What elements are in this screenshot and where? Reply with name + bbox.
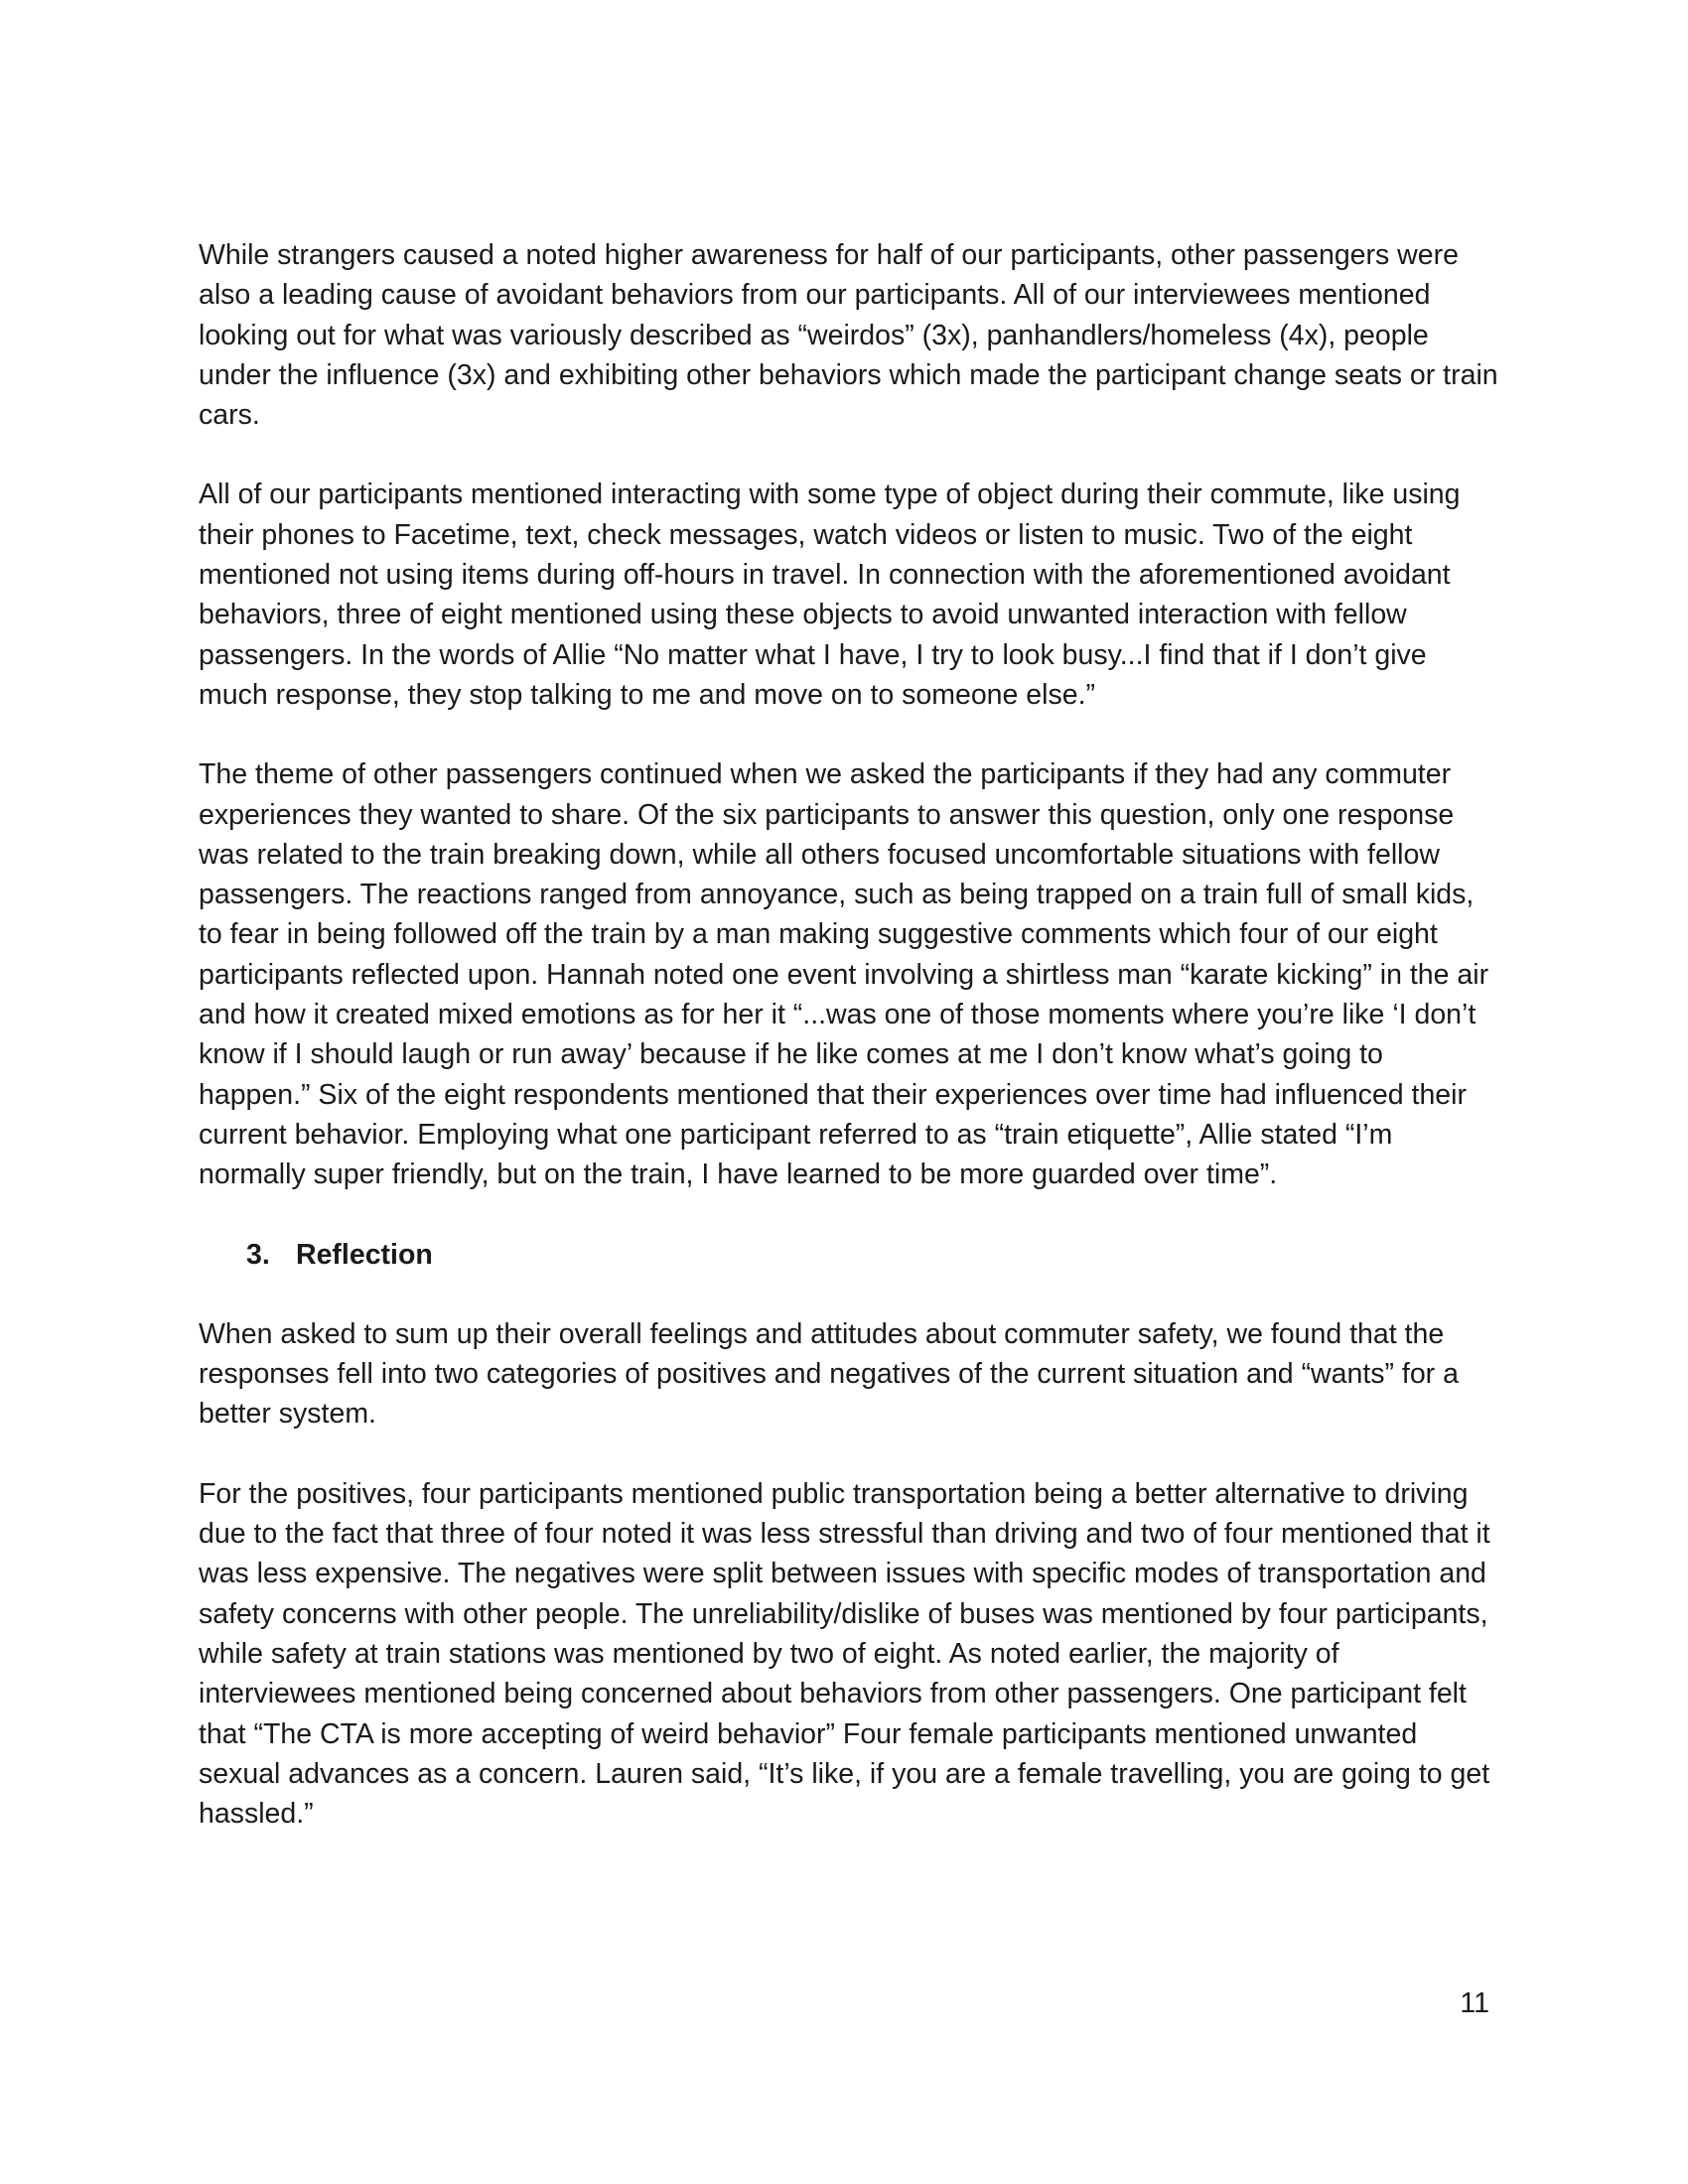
paragraph-overall-feelings: When asked to sum up their overall feelings and attitudes about commuter safety, we found that the responses fell into two categories of positives and negatives of the current situation and “wants” for a better system.	[199, 1317, 1459, 1431]
paragraph-commuter-experiences: The theme of other passengers continued when we asked the participants if they had any commuter experiences they wanted to share. Of the six participants to answer this question, only one response was related to the train breaking down, while all others focused uncomfortable situations with fellow passengers. The reactions ranged from annoyance, such as being trapped on a train full of small kids, to fear in being followed off the train by a man making suggestive comments which four of our eight participants reflected upon. Hannah noted one event involving a shirtless man “karate kicking” in the air and how it created mixed emotions as for her it “...was one of those moments where you’re like ‘I don’t know if I should laugh or run away’ because if he like comes at me I don’t know what’s going to happen.” Six of the eight respondents mentioned that their experiences over time had influenced their current behavior. Employing what one participant referred to as “train etiquette”, Allie stated “I’m normally super friendly, but on the train, I have learned to be more guarded over time”.	[199, 758, 1489, 1191]
paragraph-positives-negatives: For the positives, four participants mentioned public transportation being a better alternative to driving due to the fact that three of four noted it was less stressful than driving and two of four mentioned that it was less expensive. The negatives were split between issues with specific modes of transportation and safety concerns with other people. The unreliability/dislike of buses was mentioned by four participants, while safety at train stations was mentioned by two of eight. As noted earlier, the majority of interviewees mentioned being concerned about behaviors from other passengers. One participant felt that “The CTA is more accepting of weird behavior” Four female participants mentioned unwanted sexual advances as a concern. Lauren said, “It’s like, if you are a female travelling, you are going to get hassled.”	[199, 1477, 1490, 1831]
page-number: 11	[1460, 1987, 1489, 2019]
section-heading	[199, 1235, 1499, 1275]
section-number: 3.	[246, 1238, 270, 1271]
paragraph-objects-commute: All of our participants mentioned interacting with some type of object during their commute, like using their phones to Facetime, text, check messages, watch videos or listen to music. Two of the eight mentioned not using items during off-hours in travel. In connection with the aforementioned avoidant behaviors, three of eight mentioned using these objects to avoid unwanted interaction with fellow passengers. In the words of Allie “No matter what I have, I try to look busy...I find that if I don’t give much response, they stop talking to me and move on to someone else.”	[199, 478, 1461, 711]
document-body	[199, 235, 1499, 1873]
section-title: Reflection	[296, 1238, 433, 1271]
paragraph-other-passengers: While strangers caused a noted higher awareness for half of our participants, other passengers were also a leading cause of avoidant behaviors from our participants. All of our interviewees mentioned looking out for what was variously described as “weirdos” (3x), panhandlers/homeless (4x), people under the influence (3x) and exhibiting other behaviors which made the participant change seats or train cars.	[199, 239, 1498, 432]
